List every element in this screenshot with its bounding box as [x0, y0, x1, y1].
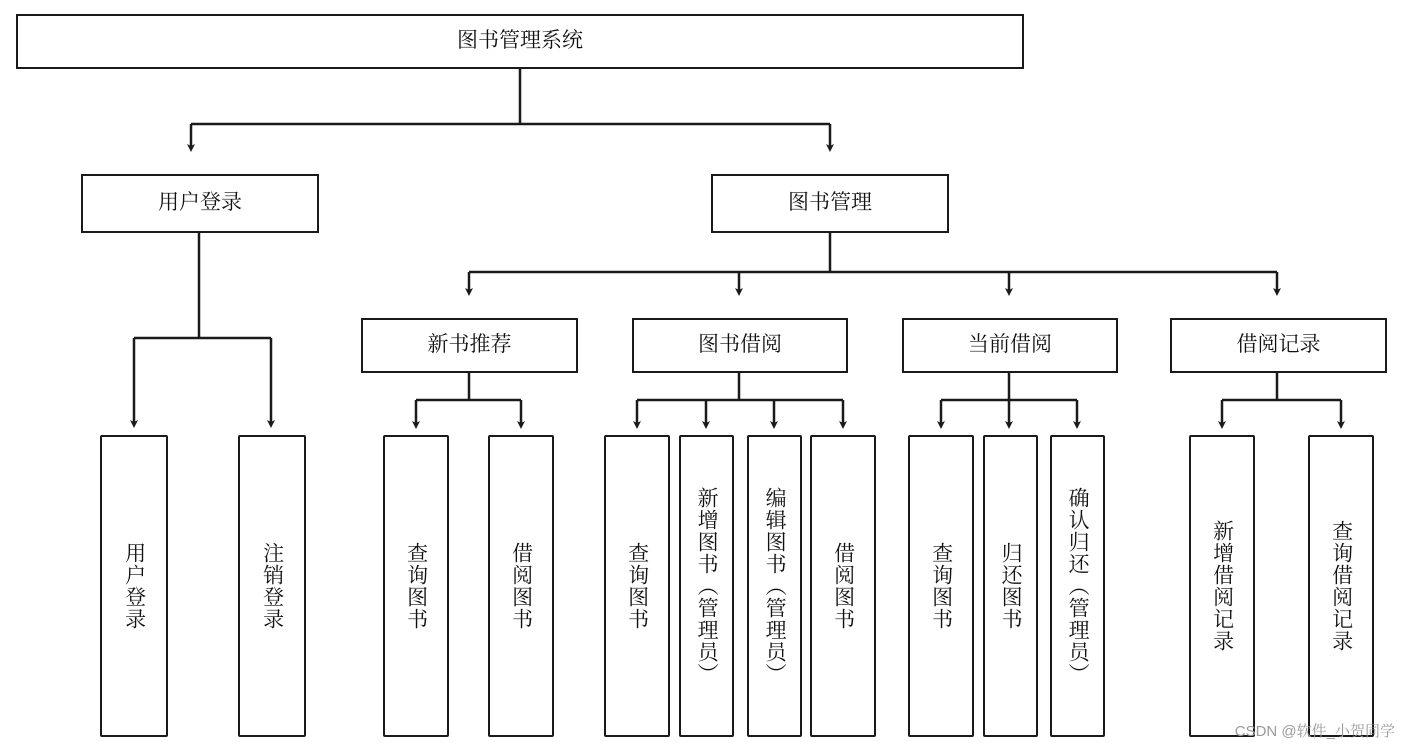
node-current-borrow[interactable]: [902, 318, 1118, 373]
leaf-current-query-book-label: 查询图书: [929, 542, 953, 630]
node-current-borrow-label: 当前借阅: [968, 333, 1052, 357]
leaf-logout[interactable]: [238, 435, 306, 737]
leaf-borrow-add-book[interactable]: [679, 435, 734, 737]
node-user-login[interactable]: [81, 174, 319, 233]
leaf-record-add[interactable]: [1189, 435, 1255, 737]
leaf-logout-label: 注销登录: [260, 542, 284, 630]
leaf-borrow-add-book-label: 新增图书（管理员）: [695, 487, 719, 685]
leaf-borrow-edit-book[interactable]: [747, 435, 802, 737]
node-book-borrow[interactable]: [632, 318, 848, 373]
leaf-record-query[interactable]: [1308, 435, 1374, 737]
leaf-borrow-query-book-label: 查询图书: [625, 542, 649, 630]
node-borrow-record-label: 借阅记录: [1236, 333, 1321, 357]
leaf-borrow-borrow-book[interactable]: [810, 435, 876, 737]
leaf-current-return-book-label: 归还图书: [999, 542, 1023, 630]
leaf-borrow-edit-book-label: 编辑图书（管理员）: [763, 487, 787, 685]
node-book-management[interactable]: [711, 174, 949, 233]
leaf-user-login[interactable]: [100, 435, 168, 737]
node-new-book-recommend-label: 新书推荐: [427, 333, 512, 357]
leaf-borrow-borrow-book-label: 借阅图书: [831, 542, 855, 630]
leaf-new-borrow-book[interactable]: [488, 435, 554, 737]
node-new-book-recommend[interactable]: [361, 318, 578, 373]
leaf-current-confirm-return[interactable]: [1050, 435, 1105, 737]
node-book-management-label: 图书管理: [788, 191, 872, 215]
leaf-current-query-book[interactable]: [908, 435, 974, 737]
node-book-borrow-label: 图书借阅: [698, 333, 782, 357]
leaf-borrow-query-book[interactable]: [604, 435, 670, 737]
node-borrow-record[interactable]: [1170, 318, 1387, 373]
leaf-record-query-label: 查询借阅记录: [1329, 520, 1353, 652]
node-user-login-label: 用户登录: [158, 191, 242, 215]
leaf-new-borrow-book-label: 借阅图书: [509, 542, 533, 630]
leaf-record-add-label: 新增借阅记录: [1210, 520, 1234, 652]
watermark: CSDN @软件_小贺同学: [1234, 723, 1395, 740]
node-root-label: 图书管理系统: [457, 29, 583, 53]
leaf-current-return-book[interactable]: [983, 435, 1038, 737]
leaf-user-login-label: 用户登录: [122, 542, 146, 630]
leaf-new-query-book-label: 查询图书: [404, 542, 428, 630]
leaf-current-confirm-return-label: 确认归还（管理员）: [1066, 487, 1090, 685]
leaf-new-query-book[interactable]: [383, 435, 449, 737]
node-root[interactable]: [16, 14, 1024, 69]
